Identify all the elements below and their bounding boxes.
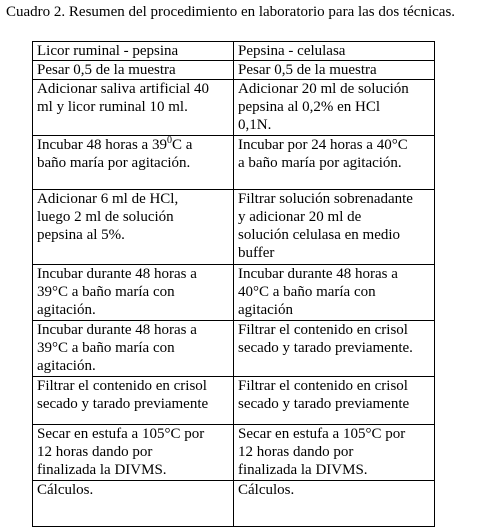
cell-left-tail: C a (171, 137, 193, 153)
cell-right: Incubar por 24 horas a 40°C a baño maría por agitación. (234, 136, 435, 190)
cell-right: Pesar 0,5 de la muestra (234, 61, 435, 80)
cell-left: Incubar durante 48 horas a 39°C a baño maría con agitación. (33, 265, 234, 321)
table-row (33, 265, 435, 321)
cell-right: Incubar durante 48 horas a 40°C a baño maría con agitación (234, 265, 435, 321)
cell-left: Incubar durante 48 horas a 39°C a baño maría con agitación. (33, 321, 234, 377)
table-row (33, 80, 435, 136)
table-caption: Cuadro 2. Resumen del procedimiento en laboratorio para las dos técnicas. (6, 4, 456, 20)
cell-left-text: Incubar 48 horas a 39 (37, 137, 167, 153)
table-row (33, 190, 435, 265)
cell-right: Filtrar solución sobrenadante y adicionar 20 ml de solución celulasa en medio buffer (234, 190, 435, 265)
table-row (33, 425, 435, 481)
cell-left (33, 136, 234, 190)
cell-left: Secar en estufa a 105°C por 12 horas dando por finalizada la DIVMS. (33, 425, 234, 481)
cell-right: Filtrar el contenido en crisol secado y tarado previamente (234, 377, 435, 425)
table-row (33, 136, 435, 190)
table-row (33, 481, 435, 527)
table-header-row (33, 42, 435, 61)
cell-left: Pesar 0,5 de la muestra (33, 61, 234, 80)
cell-left-line2: baño maría por agitación. (37, 155, 191, 171)
cell-left: Adicionar 6 ml de HCl, luego 2 ml de solución pepsina al 5%. (33, 190, 234, 265)
cell-left: Cálculos. (33, 481, 234, 527)
superscript-degree: 0 (166, 135, 172, 146)
cell-left: Adicionar saliva artificial 40 ml y licor ruminal 10 ml. (33, 80, 234, 136)
cell-right: Adicionar 20 ml de solución pepsina al 0,2% en HCl 0,1N. (234, 80, 435, 136)
header-pepsina-celulasa: Pepsina - celulasa (234, 42, 435, 61)
cell-right: Secar en estufa a 105°C por 12 horas dando por finalizada la DIVMS. (234, 425, 435, 481)
table-row (33, 321, 435, 377)
table-row (33, 61, 435, 80)
cell-right: Cálculos. (234, 481, 435, 527)
header-licor-ruminal-pepsina: Licor ruminal - pepsina (33, 42, 234, 61)
procedure-table (32, 41, 435, 527)
cell-left: Filtrar el contenido en crisol secado y tarado previamente (33, 377, 234, 425)
table-row (33, 377, 435, 425)
cell-right: Filtrar el contenido en crisol secado y tarado previamente. (234, 321, 435, 377)
